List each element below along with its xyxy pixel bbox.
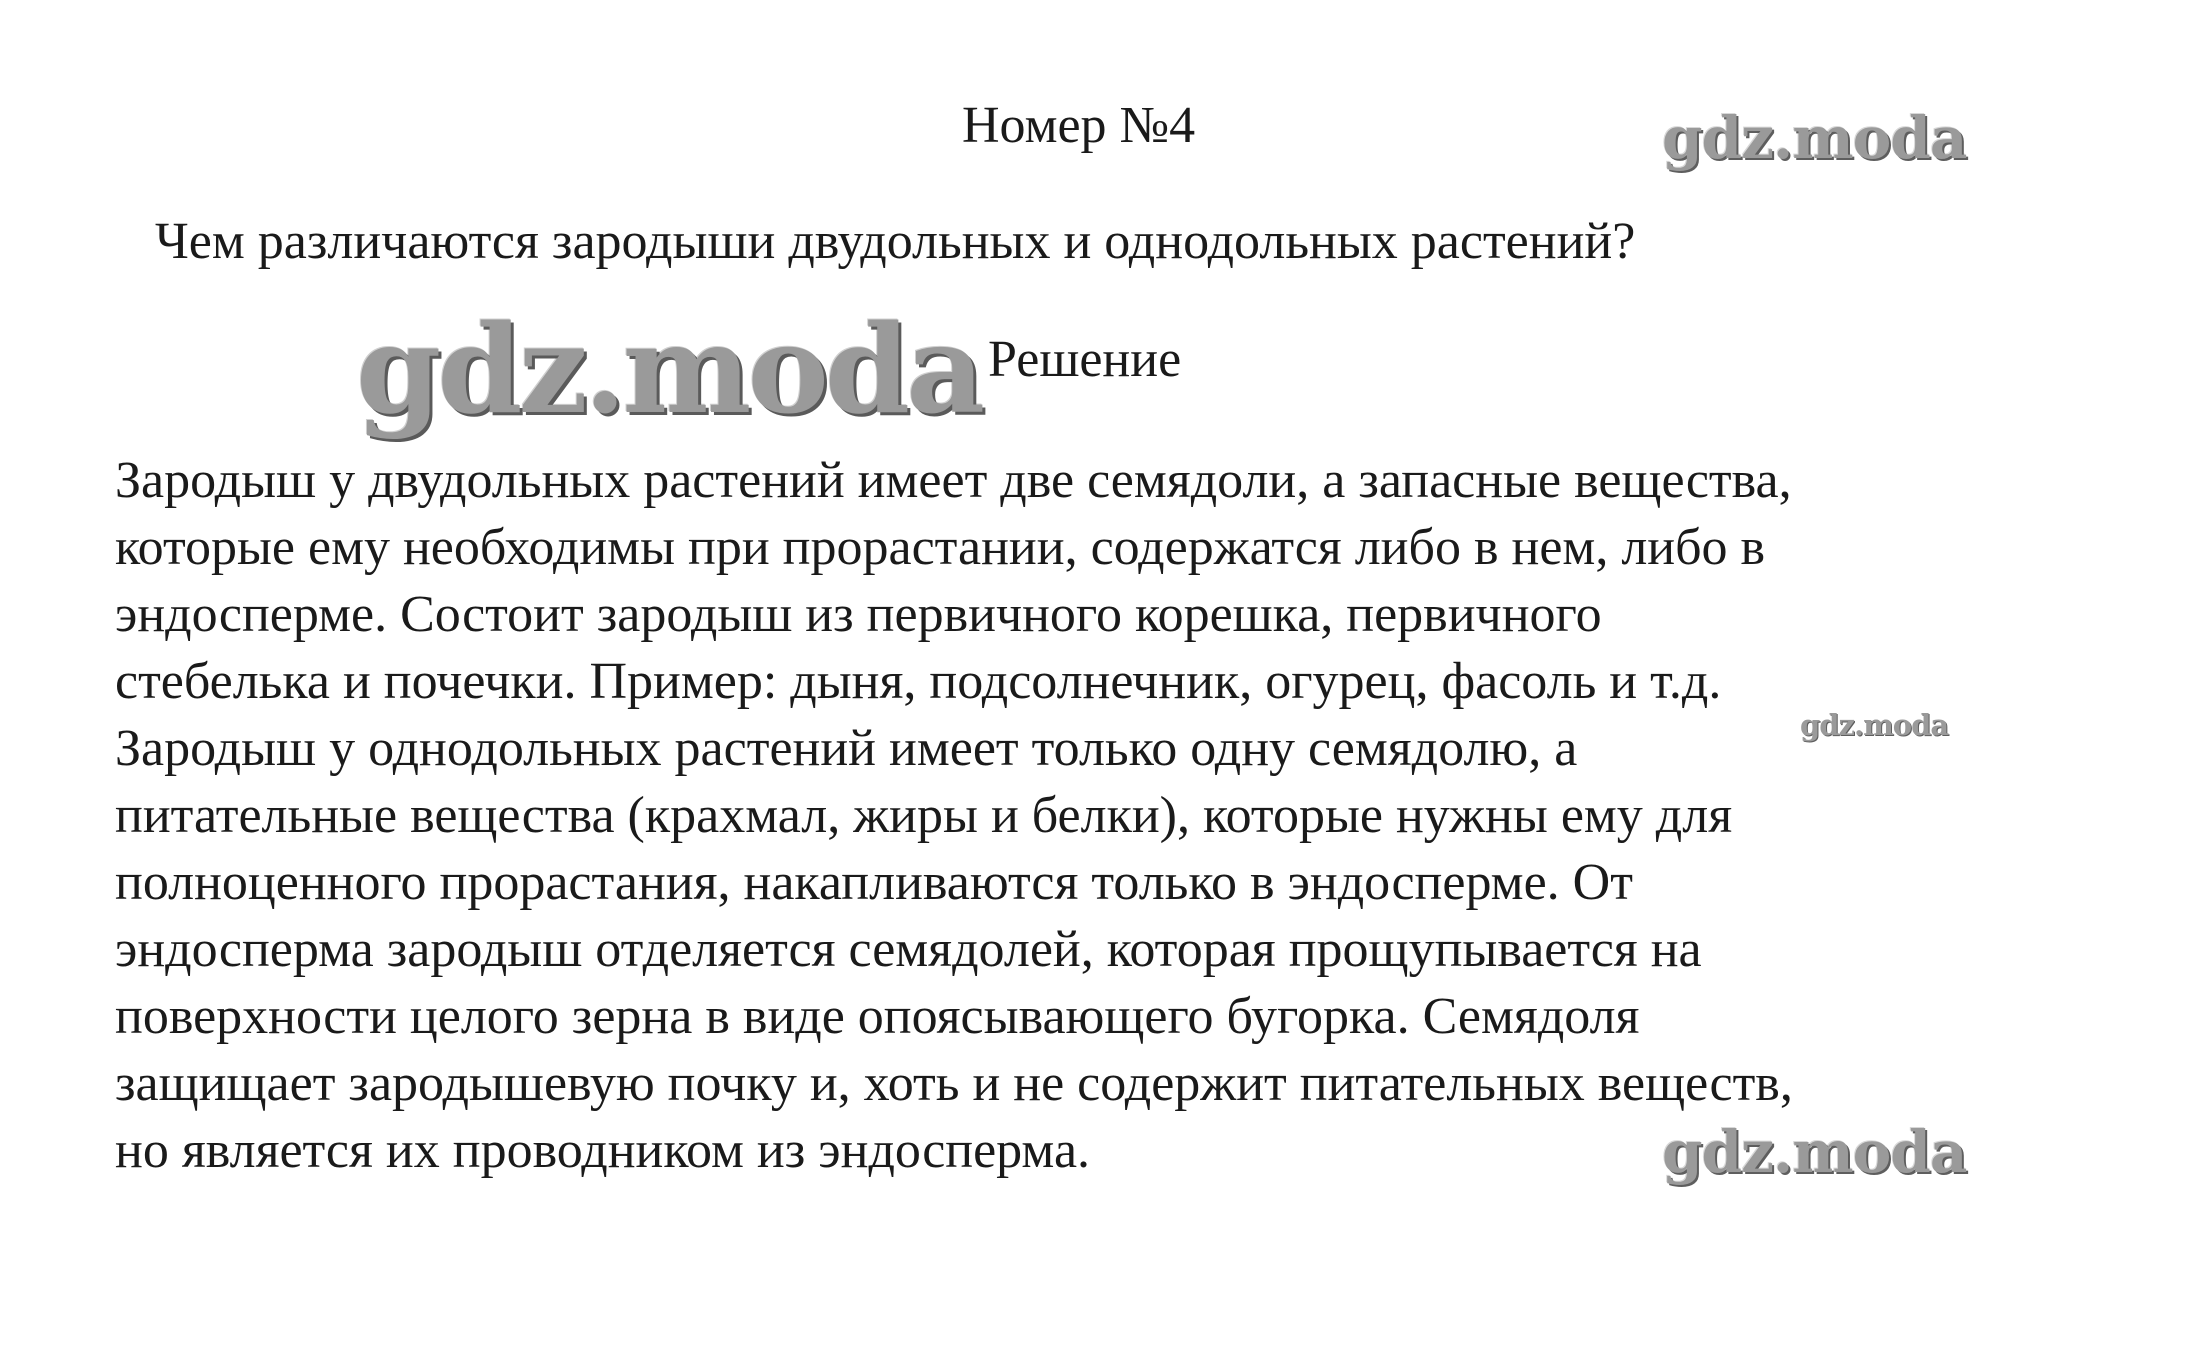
answer-line: стебелька и почечки. Пример: дыня, подсолнечник, огурец, фасоль и т.д. <box>115 653 1722 710</box>
page-title: Номер №4 <box>962 97 1196 154</box>
answer-line: Зародыш у однодольных растений имеет только одну семядолю, а <box>115 720 1578 777</box>
answer-line: защищает зародышевую почку и, хоть и не содержит питательных веществ, <box>115 1055 1793 1112</box>
answer-line: Зародыш у двудольных растений имеет две семядоли, а запасные вещества, <box>115 452 1792 509</box>
watermark-logo-large: gdz.moda <box>356 297 982 441</box>
answer-body <box>115 447 2155 1184</box>
watermark-logo-top: gdz.moda <box>1662 104 1967 172</box>
answer-line: питательные вещества (крахмал, жиры и белки), которые нужны ему для <box>115 787 1733 844</box>
solution-heading: Решение <box>988 331 1182 388</box>
watermark-logo-bottom: gdz.moda <box>1662 1118 1967 1186</box>
answer-line: полноценного прорастания, накапливаются только в эндосперме. От <box>115 854 1633 911</box>
answer-line: но является их проводником из эндосперма. <box>115 1122 1091 1179</box>
answer-line: которые ему необходимы при прорастании, содержатся либо в нем, либо в <box>115 519 1766 576</box>
question-text: Чем различаются зародыши двудольных и однодольных растений? <box>155 213 1636 270</box>
answer-line: поверхности целого зерна в виде опоясывающего бугорка. Семядоля <box>115 988 1640 1045</box>
watermark-logo-small: gdz.moda <box>1800 708 1949 742</box>
answer-line: эндосперме. Состоит зародыш из первичного корешка, первичного <box>115 586 1602 643</box>
answer-line: эндосперма зародыш отделяется семядолей, которая прощупывается на <box>115 921 1702 978</box>
